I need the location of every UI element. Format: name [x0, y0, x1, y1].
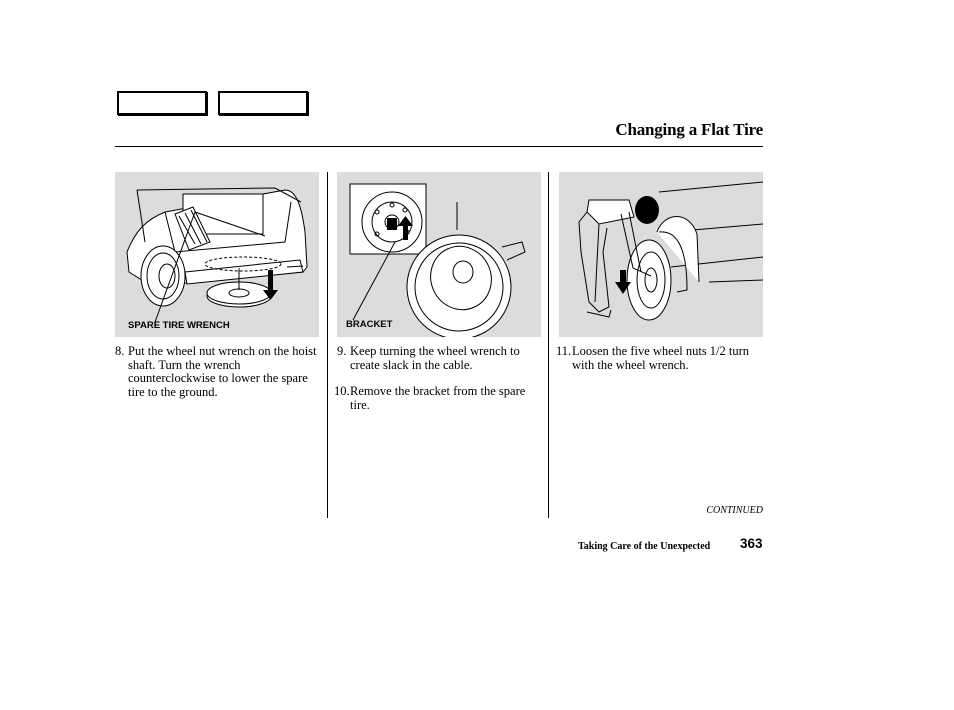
- continued-label: CONTINUED: [706, 505, 763, 516]
- figure-spare-tire-wrench: [115, 172, 319, 337]
- section-name: Taking Care of the Unexpected: [578, 541, 711, 552]
- page-number: 363: [740, 536, 763, 551]
- figure-caption: BRACKET: [346, 319, 393, 330]
- figure-bracket: [337, 172, 541, 337]
- spare-tire-wrench-illustration: [115, 172, 319, 337]
- column-divider: [548, 172, 549, 518]
- figure-caption: SPARE TIRE WRENCH: [128, 320, 230, 331]
- bracket-illustration: [337, 172, 541, 337]
- loosen-wheel-nuts-illustration: [559, 172, 763, 337]
- column-divider: [327, 172, 328, 518]
- nav-button-index[interactable]: [218, 91, 308, 115]
- title-divider: [115, 146, 763, 147]
- page-title: Changing a Flat Tire: [615, 120, 763, 139]
- figure-loosen-wheel-nuts: [559, 172, 763, 337]
- nav-button-main-menu[interactable]: [117, 91, 207, 115]
